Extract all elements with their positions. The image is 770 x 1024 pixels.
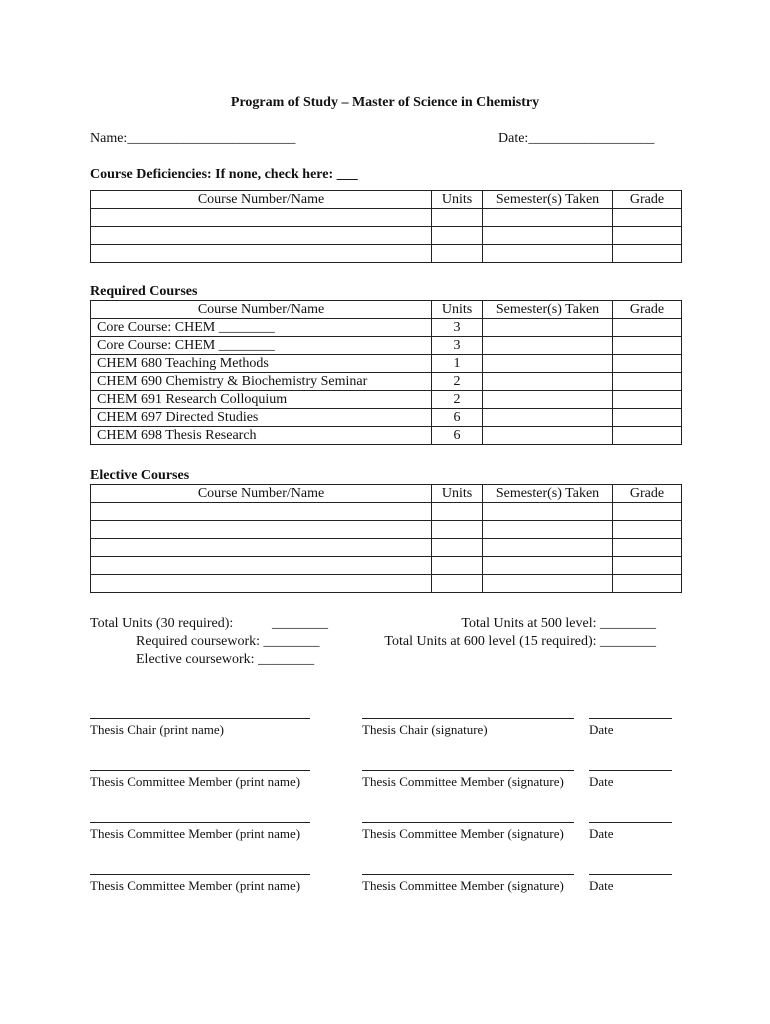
signature-label: Thesis Committee Member (signature) — [362, 826, 564, 841]
date-label: Date — [589, 722, 614, 737]
elective-coursework-field[interactable]: Elective coursework: ________ — [136, 652, 315, 667]
units-500-field[interactable]: Total Units at 500 level: ________ — [461, 616, 656, 631]
course-cell: Core Course: CHEM ________ — [91, 319, 432, 337]
units-cell[interactable] — [432, 227, 483, 245]
deficiencies-table — [90, 190, 682, 263]
semester-cell[interactable] — [483, 391, 613, 409]
grade-cell[interactable] — [613, 373, 682, 391]
elective-table — [90, 484, 682, 593]
grade-cell[interactable] — [613, 521, 682, 539]
units-cell[interactable] — [432, 539, 483, 557]
semester-cell[interactable] — [483, 337, 613, 355]
table-row — [91, 409, 682, 427]
table-row — [91, 521, 682, 539]
table-row — [91, 337, 682, 355]
units-cell: 1 — [432, 355, 483, 373]
units-cell[interactable] — [432, 557, 483, 575]
units-cell[interactable] — [432, 521, 483, 539]
column-header: Course Number/Name — [91, 301, 432, 319]
units-cell[interactable] — [432, 245, 483, 263]
semester-cell[interactable] — [483, 373, 613, 391]
course-cell[interactable] — [91, 575, 432, 593]
grade-cell[interactable] — [613, 557, 682, 575]
table-header-row — [91, 485, 682, 503]
units-600-field[interactable]: Total Units at 600 level (15 required): ________ — [384, 634, 656, 649]
print-name-line[interactable] — [90, 874, 310, 875]
table-row — [91, 575, 682, 593]
date-line[interactable] — [589, 874, 672, 875]
semester-cell[interactable] — [483, 409, 613, 427]
name-field[interactable]: Name:________________________ — [90, 131, 296, 146]
date-line[interactable] — [589, 770, 672, 771]
grade-cell[interactable] — [613, 539, 682, 557]
print-name-label: Thesis Committee Member (print name) — [90, 878, 301, 893]
deficiencies-heading: Course Deficiencies: If none, check here: ___ — [90, 167, 358, 182]
date-field[interactable]: Date:__________________ — [498, 131, 655, 146]
table-row — [91, 373, 682, 391]
print-name-label: Thesis Committee Member (print name) — [90, 826, 301, 841]
grade-cell[interactable] — [613, 427, 682, 445]
course-cell: Core Course: CHEM ________ — [91, 337, 432, 355]
units-cell[interactable] — [432, 209, 483, 227]
semester-cell[interactable] — [483, 575, 613, 593]
semester-cell[interactable] — [483, 227, 613, 245]
units-cell: 2 — [432, 391, 483, 409]
course-cell: CHEM 680 Teaching Methods — [91, 355, 432, 373]
signature-label: Thesis Committee Member (signature) — [362, 878, 564, 893]
signature-label: Thesis Chair (signature) — [362, 722, 488, 737]
print-name-line[interactable] — [90, 718, 310, 719]
date-label: Date — [589, 878, 614, 893]
column-header: Course Number/Name — [91, 191, 432, 209]
table-row — [91, 427, 682, 445]
column-header: Units — [432, 191, 483, 209]
units-cell[interactable] — [432, 503, 483, 521]
table-row — [91, 557, 682, 575]
course-cell: CHEM 697 Directed Studies — [91, 409, 432, 427]
semester-cell[interactable] — [483, 521, 613, 539]
table-row — [91, 245, 682, 263]
required-coursework-field[interactable]: Required coursework: ________ — [136, 634, 320, 649]
table-header-row — [91, 191, 682, 209]
grade-cell[interactable] — [613, 319, 682, 337]
grade-cell[interactable] — [613, 209, 682, 227]
table-row — [91, 319, 682, 337]
signature-label: Thesis Committee Member (signature) — [362, 774, 564, 789]
column-header: Units — [432, 301, 483, 319]
signature-line[interactable] — [362, 822, 574, 823]
date-line[interactable] — [589, 718, 672, 719]
units-cell: 6 — [432, 427, 483, 445]
course-cell: CHEM 690 Chemistry & Biochemistry Seminar — [91, 373, 432, 391]
grade-cell[interactable] — [613, 409, 682, 427]
column-header: Semester(s) Taken — [483, 485, 613, 503]
course-cell: CHEM 691 Research Colloquium — [91, 391, 432, 409]
semester-cell[interactable] — [483, 209, 613, 227]
date-label: Date — [589, 826, 614, 841]
units-cell: 6 — [432, 409, 483, 427]
column-header: Units — [432, 485, 483, 503]
course-cell[interactable] — [91, 539, 432, 557]
table-row — [91, 503, 682, 521]
course-cell[interactable] — [91, 227, 432, 245]
course-cell[interactable] — [91, 503, 432, 521]
grade-cell[interactable] — [613, 391, 682, 409]
course-cell[interactable] — [91, 557, 432, 575]
course-cell[interactable] — [91, 209, 432, 227]
date-line[interactable] — [589, 822, 672, 823]
semester-cell[interactable] — [483, 245, 613, 263]
grade-cell[interactable] — [613, 503, 682, 521]
table-header-row — [91, 301, 682, 319]
column-header: Grade — [613, 191, 682, 209]
total-units-label: Total Units (30 required): — [90, 616, 234, 631]
table-row — [91, 209, 682, 227]
semester-cell[interactable] — [483, 355, 613, 373]
print-name-label: Thesis Committee Member (print name) — [90, 774, 301, 789]
units-cell: 3 — [432, 319, 483, 337]
grade-cell[interactable] — [613, 337, 682, 355]
semester-cell[interactable] — [483, 319, 613, 337]
grade-cell[interactable] — [613, 575, 682, 593]
column-header: Grade — [613, 301, 682, 319]
grade-cell[interactable] — [613, 245, 682, 263]
print-name-line[interactable] — [90, 822, 310, 823]
units-cell: 3 — [432, 337, 483, 355]
table-row — [91, 539, 682, 557]
grade-cell[interactable] — [613, 355, 682, 373]
print-name-label: Thesis Chair (print name) — [90, 722, 224, 737]
column-header: Course Number/Name — [91, 485, 432, 503]
semester-cell[interactable] — [483, 503, 613, 521]
units-cell: 2 — [432, 373, 483, 391]
units-cell[interactable] — [432, 575, 483, 593]
table-row — [91, 227, 682, 245]
table-row — [91, 391, 682, 409]
column-header: Semester(s) Taken — [483, 301, 613, 319]
semester-cell[interactable] — [483, 427, 613, 445]
required-heading: Required Courses — [90, 284, 198, 299]
required-table — [90, 300, 682, 445]
signature-line[interactable] — [362, 874, 574, 875]
date-label: Date — [589, 774, 614, 789]
table-row — [91, 355, 682, 373]
print-name-line[interactable] — [90, 770, 310, 771]
course-cell[interactable] — [91, 521, 432, 539]
elective-heading: Elective Courses — [90, 468, 190, 483]
page-title: Program of Study – Master of Science in Chemistry — [230, 95, 540, 110]
semester-cell[interactable] — [483, 557, 613, 575]
column-header: Semester(s) Taken — [483, 191, 613, 209]
semester-cell[interactable] — [483, 539, 613, 557]
course-cell: CHEM 698 Thesis Research — [91, 427, 432, 445]
signature-line[interactable] — [362, 718, 574, 719]
grade-cell[interactable] — [613, 227, 682, 245]
signature-line[interactable] — [362, 770, 574, 771]
course-cell[interactable] — [91, 245, 432, 263]
total-units-field[interactable]: ________ — [272, 616, 328, 631]
column-header: Grade — [613, 485, 682, 503]
